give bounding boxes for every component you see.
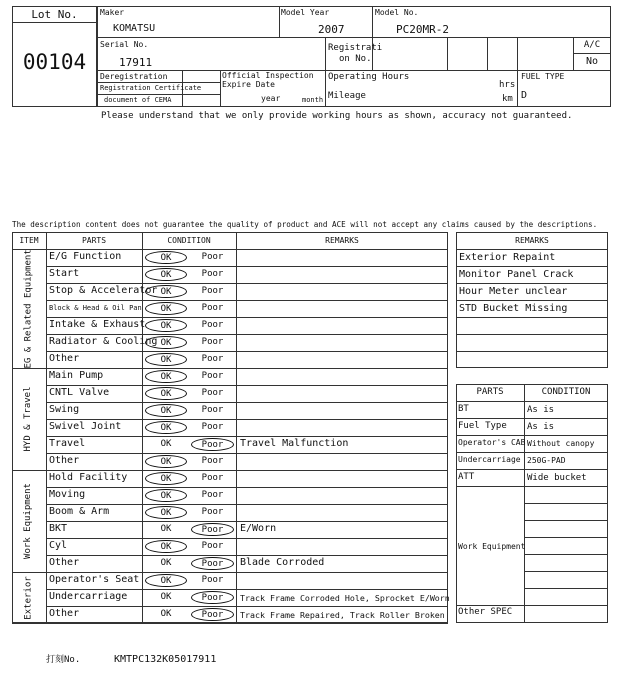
- fuel-type-value: D: [521, 90, 528, 101]
- side-remarks-header: REMARKS: [515, 236, 549, 245]
- condition-ok[interactable]: OK: [145, 285, 187, 298]
- side-remark-line: STD Bucket Missing: [459, 303, 568, 314]
- group-label: Work Equipment: [23, 483, 33, 559]
- parts-header: PARTS: [81, 236, 107, 245]
- condition-poor[interactable]: Poor: [201, 507, 224, 517]
- side-remark-line: Monitor Panel Crack: [459, 269, 574, 280]
- remark-text: E/Worn: [240, 523, 277, 534]
- serial-label: Serial No.: [100, 40, 149, 49]
- remark-text: Blade Corroded: [240, 557, 325, 568]
- hrs-label: hrs: [499, 80, 516, 90]
- condition-poor[interactable]: Poor: [201, 303, 224, 313]
- group-label: Exterior: [23, 575, 33, 620]
- condition-poor[interactable]: Poor: [191, 608, 234, 621]
- mileage-label: Mileage: [328, 91, 366, 101]
- part-label: Other: [49, 608, 80, 619]
- condition-ok[interactable]: OK: [145, 251, 187, 264]
- hours-note: Please understand that we only provide working hours as shown, accuracy not guaranteed.: [101, 111, 573, 121]
- other-spec-label: Other SPEC: [458, 607, 513, 617]
- part-label: Stop & Accelerator: [49, 285, 158, 296]
- registration-label-1: Registrati: [328, 43, 383, 53]
- condition-poor[interactable]: Poor: [191, 523, 234, 536]
- fuel-type-label: FUEL TYPE: [521, 72, 565, 81]
- spec-condition: As is: [527, 422, 555, 432]
- condition-ok[interactable]: OK: [145, 302, 187, 315]
- spec-part: BT: [458, 404, 469, 414]
- condition-poor[interactable]: Poor: [201, 456, 224, 466]
- condition-poor[interactable]: Poor: [191, 438, 234, 451]
- part-label: Other: [49, 557, 80, 568]
- spec-part: Undercarriage: [458, 455, 521, 464]
- km-label: km: [502, 94, 513, 104]
- side-remark-line: Exterior Repaint: [459, 252, 556, 263]
- inspection-label-1: Official Inspection: [222, 71, 314, 80]
- condition-poor[interactable]: Poor: [201, 337, 224, 347]
- year-label: year: [261, 94, 281, 103]
- model-year-value: 2007: [318, 23, 345, 36]
- part-label: Intake & Exhaust: [49, 319, 146, 330]
- item-header: ITEM: [19, 236, 39, 245]
- condition-poor[interactable]: Poor: [201, 269, 224, 279]
- part-label: Other: [49, 353, 80, 364]
- stamp-value: KMTPC132K05017911: [114, 654, 217, 665]
- condition-poor[interactable]: Poor: [201, 371, 224, 381]
- ac-value: No: [585, 56, 599, 67]
- condition-poor[interactable]: Poor: [201, 388, 224, 398]
- serial-value: 17911: [119, 56, 153, 69]
- condition-ok[interactable]: OK: [145, 353, 187, 366]
- spec-part: ATT: [458, 472, 475, 482]
- condition-ok[interactable]: OK: [145, 506, 187, 519]
- ac-label: A/C: [583, 40, 601, 50]
- condition-ok[interactable]: OK: [145, 336, 187, 349]
- condition-poor[interactable]: Poor: [201, 286, 224, 296]
- condition-ok[interactable]: OK: [145, 319, 187, 332]
- model-no-label: Model No.: [375, 8, 419, 17]
- group-label: HYD & Travel: [23, 386, 33, 452]
- lot-label: Lot No.: [31, 8, 78, 21]
- maker-value: KOMATSU: [113, 23, 156, 34]
- group-label: EG & Related Equipment: [23, 248, 33, 368]
- part-label: Main Pump: [49, 370, 104, 381]
- model-year-label: Model Year: [281, 8, 330, 17]
- part-label: Radiator & Cooling: [49, 336, 158, 347]
- condition-poor[interactable]: Poor: [201, 541, 224, 551]
- spec-parts-header: PARTS: [476, 387, 504, 397]
- part-label: CNTL Valve: [49, 387, 110, 398]
- part-label: Boom & Arm: [49, 506, 110, 517]
- part-label: Cyl: [49, 540, 68, 551]
- part-label: Other: [49, 455, 80, 466]
- condition-ok[interactable]: OK: [160, 524, 172, 534]
- stamp-label: 打刻No.: [46, 655, 81, 665]
- inspection-label-2: Expire Date: [222, 80, 275, 89]
- condition-ok[interactable]: OK: [145, 540, 187, 553]
- part-label: Undercarriage: [49, 591, 128, 602]
- spec-part: Operator's CAB: [458, 438, 526, 447]
- condition-ok[interactable]: OK: [145, 421, 187, 434]
- lot-number: 00104: [22, 50, 87, 74]
- deregistration-label: Deregistration: [100, 72, 168, 81]
- condition-poor[interactable]: Poor: [201, 422, 224, 432]
- cema-label: document of CEMA: [104, 96, 172, 104]
- condition-poor[interactable]: Poor: [201, 354, 224, 364]
- remark-text: Track Frame Repaired, Track Roller Broken: [240, 610, 445, 620]
- remark-text: Track Frame Corroded Hole, Sprocket E/Worn: [240, 593, 450, 603]
- condition-ok[interactable]: OK: [145, 472, 187, 485]
- condition-ok[interactable]: OK: [145, 370, 187, 383]
- condition-ok[interactable]: OK: [160, 592, 172, 602]
- condition-poor[interactable]: Poor: [201, 320, 224, 330]
- maker-label: Maker: [100, 8, 125, 17]
- condition-ok[interactable]: OK: [145, 489, 187, 502]
- registration-label-2: on No.: [339, 54, 372, 64]
- part-label: Start: [49, 268, 80, 279]
- part-label: Block & Head & Oil Pan: [49, 304, 142, 312]
- part-label: Hold Facility: [49, 472, 128, 483]
- operating-hours-label: Operating Hours: [328, 72, 410, 82]
- condition-ok[interactable]: OK: [160, 439, 172, 449]
- part-label: Travel: [49, 438, 86, 449]
- condition-poor[interactable]: Poor: [201, 405, 224, 415]
- condition-poor[interactable]: Poor: [201, 575, 224, 585]
- condition-ok[interactable]: OK: [160, 609, 172, 619]
- spec-condition: Wide bucket: [527, 473, 587, 483]
- condition-poor[interactable]: Poor: [191, 591, 234, 604]
- part-label: E/G Function: [49, 251, 122, 262]
- condition-ok[interactable]: OK: [145, 455, 187, 468]
- part-label: Moving: [49, 489, 86, 500]
- part-label: Swivel Joint: [49, 421, 122, 432]
- remark-text: Travel Malfunction: [240, 438, 349, 449]
- model-no-value: PC20MR-2: [396, 23, 449, 36]
- month-label: month: [302, 96, 324, 104]
- reg-certificate-label: Registration Certificate: [100, 84, 202, 92]
- condition-ok[interactable]: OK: [145, 268, 187, 281]
- part-label: BKT: [49, 523, 68, 534]
- condition-header: CONDITION: [167, 236, 211, 245]
- side-remark-line: Hour Meter unclear: [459, 286, 568, 297]
- spec-condition: Without canopy: [527, 439, 595, 448]
- work-equipment-label: Work Equipment: [458, 542, 526, 551]
- disclaimer: The description content does not guarantee the quality of product and ACE will not accept any claims caused by the descriptions.: [12, 220, 598, 229]
- condition-poor[interactable]: Poor: [201, 252, 224, 262]
- remarks-header: REMARKS: [325, 236, 359, 245]
- condition-ok[interactable]: OK: [145, 404, 187, 417]
- part-label: Operator's Seat: [49, 574, 140, 585]
- spec-condition: As is: [527, 405, 555, 415]
- spec-condition-header: CONDITION: [541, 387, 591, 397]
- condition-ok[interactable]: OK: [145, 574, 187, 587]
- spec-part: Fuel Type: [458, 421, 507, 431]
- part-label: Swing: [49, 404, 80, 415]
- condition-poor[interactable]: Poor: [191, 557, 234, 570]
- spec-condition: 250G-PAD: [527, 456, 566, 465]
- condition-poor[interactable]: Poor: [201, 490, 224, 500]
- condition-ok[interactable]: OK: [160, 558, 172, 568]
- condition-ok[interactable]: OK: [145, 387, 187, 400]
- condition-poor[interactable]: Poor: [201, 473, 224, 483]
